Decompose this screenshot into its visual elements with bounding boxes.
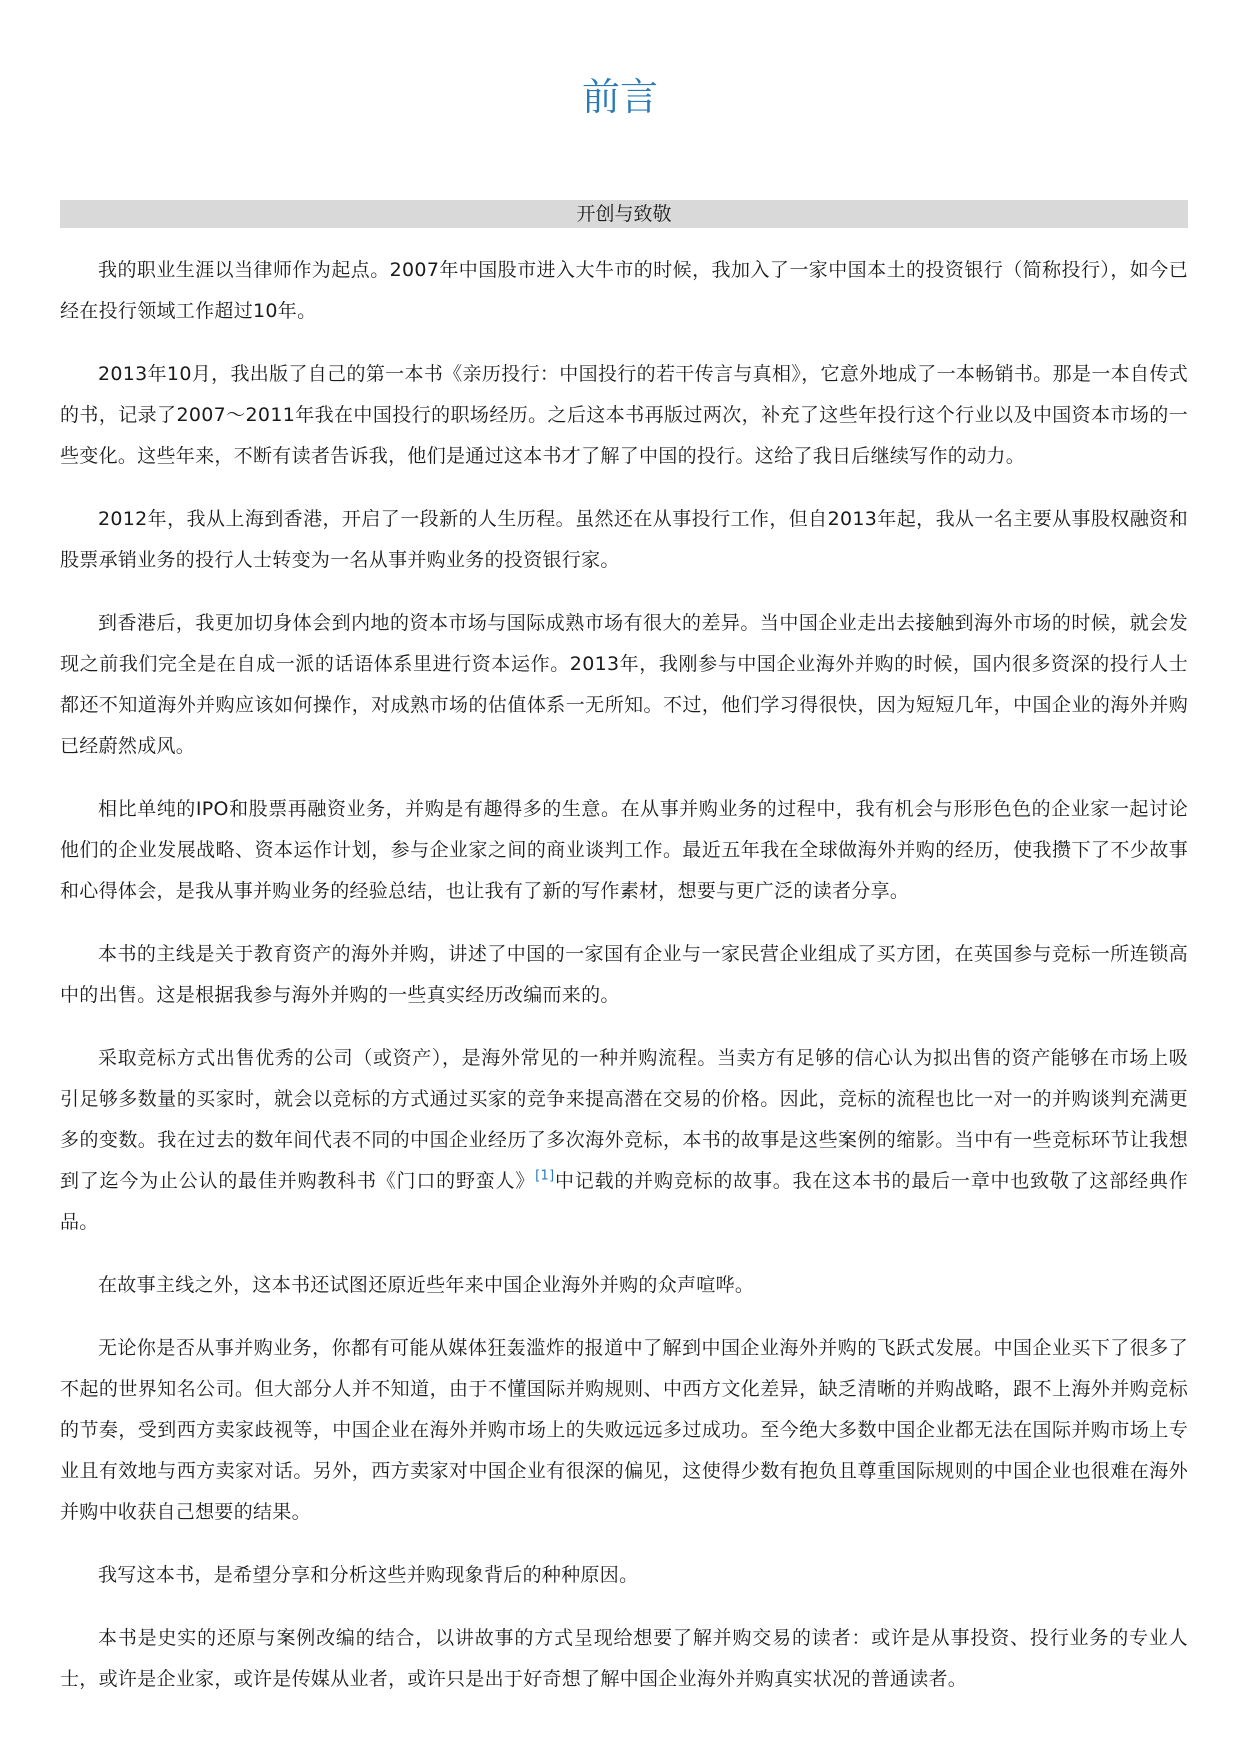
- body-text: [60, 250, 1188, 1722]
- paragraph: 本书的主线是关于教育资产的海外并购，讲述了中国的一家国有企业与一家民营企业组成了买方团，在英国参与竞标一所连锁高中的出售。这是根据我参与海外并购的一些真实经历改编而来的。: [60, 943, 1188, 1006]
- paragraph-text-after: 中记载的并购竞标的故事。我在这本书的最后一章中也致敬了这部经典作品。: [60, 1170, 1189, 1233]
- paragraph: 无论你是否从事并购业务，你都有可能从媒体狂轰滥炸的报道中了解到中国企业海外并购的飞跃式发展。中国企业买下了很多了不起的世界知名公司。但大部分人并不知道，由于不懂国际并购规则、中西方文化差异，缺乏清晰的并购战略，跟不上海外并购竞标的节奏，受到西方卖家歧视等，中国企业在海外并购市场上的失败远远多过成功。至今绝大多数中国企业都无法在国际并购市场上专业且有效地与西方卖家对话。另外，西方卖家对中国企业有很深的偏见，这使得少数有抱负且尊重国际规则的中国企业也很难在海外并购中收获自己想要的结果。: [60, 1337, 1188, 1523]
- paragraph: 我写这本书，是希望分享和分析这些并购现象背后的种种原因。: [98, 1564, 639, 1586]
- footnote-link[interactable]: [1]: [535, 1168, 555, 1184]
- section-heading: 开创与致敬: [60, 200, 1188, 228]
- page-title: 前言: [581, 75, 658, 119]
- paragraph: 2012年，我从上海到香港，开启了一段新的人生历程。虽然还在从事投行工作，但自2013年起，我从一名主要从事股权融资和股票承销业务的投行人士转变为一名从事并购业务的投资银行家。: [60, 508, 1188, 571]
- paragraph-text-before: 采取竞标方式出售优秀的公司（或资产），是海外常见的一种并购流程。当卖方有足够的信心认为拟出售的资产能够在市场上吸引足够多数量的买家时，就会以竞标的方式通过买家的竞争来提高潜在交易的价格。因此，竞标的流程也比一对一的并购谈判充满更多的变数。我在过去的数年间代表不同的中国企业经历了多次海外竞标，本书的故事是这些案例的缩影。当中有一些竞标环节让我想到了迄今为止公认的最佳并购教科书《门口的野蛮人》: [60, 1047, 1188, 1192]
- paragraph: 本书是史实的还原与案例改编的结合，以讲故事的方式呈现给想要了解并购交易的读者：或许是从事投资、投行业务的专业人士，或许是企业家，或许是传媒从业者，或许只是出于好奇想了解中国企业海外并购真实状况的普通读者。: [60, 1627, 1188, 1690]
- paragraph: 相比单纯的IPO和股票再融资业务，并购是有趣得多的生意。在从事并购业务的过程中，我有机会与形形色色的企业家一起讨论他们的企业发展战略、资本运作计划，参与企业家之间的商业谈判工作。最近五年我在全球做海外并购的经历，使我攒下了不少故事和心得体会，是我从事并购业务的经验总结，也让我有了新的写作素材，想要与更广泛的读者分享。: [60, 798, 1188, 902]
- paragraph: 我的职业生涯以当律师作为起点。2007年中国股市进入大牛市的时候，我加入了一家中国本土的投资银行（简称投行），如今已经在投行领域工作超过10年。: [60, 259, 1188, 322]
- paragraph: 2013年10月，我出版了自己的第一本书《亲历投行：中国投行的若干传言与真相》，它意外地成了一本畅销书。那是一本自传式的书，记录了2007～2011年我在中国投行的职场经历。之后这本书再版过两次，补充了这些年投行这个行业以及中国资本市场的一些变化。这些年来，不断有读者告诉我，他们是通过这本书才了解了中国的投行。这给了我日后继续写作的动力。: [60, 363, 1188, 467]
- paragraph-with-footnote: [60, 1038, 1188, 1243]
- paragraph: 在故事主线之外，这本书还试图还原近些年来中国企业海外并购的众声喧哗。: [98, 1274, 755, 1296]
- paragraph: 到香港后，我更加切身体会到内地的资本市场与国际成熟市场有很大的差异。当中国企业走出去接触到海外市场的时候，就会发现之前我们完全是在自成一派的话语体系里进行资本运作。2013年，我刚参与中国企业海外并购的时候，国内很多资深的投行人士都还不知道海外并购应该如何操作，对成熟市场的估值体系一无所知。不过，他们学习得很快，因为短短几年，中国企业的海外并购已经蔚然成风。: [60, 612, 1188, 757]
